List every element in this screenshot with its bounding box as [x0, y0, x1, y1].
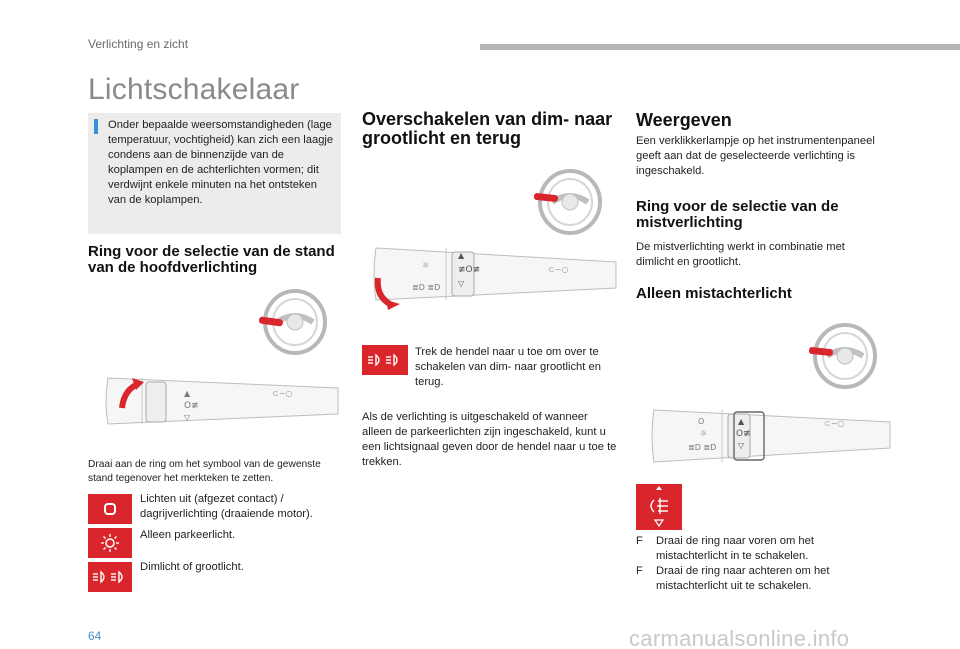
watermark: carmanualsonline.info [629, 626, 850, 649]
bullet-item [636, 534, 866, 564]
item-lights-off: Lichten uit (afgezet contact) / dagrijverlichting (draaiende motor). [140, 493, 313, 520]
info-icon [94, 119, 98, 134]
bullet-symbol: F [636, 535, 643, 547]
svg-text:⊂−○: ⊂−○ [824, 419, 845, 428]
svg-text:☼: ☼ [700, 429, 708, 438]
svg-text:⊂−○: ⊂−○ [272, 389, 293, 398]
steering-wheel-illustration-right [805, 322, 885, 392]
svg-text:▽: ▽ [458, 279, 465, 288]
parking-light-icon [88, 528, 132, 558]
bullet-symbol: F [636, 565, 643, 577]
section-header: Verlichting en zicht [88, 37, 189, 51]
dim-main-instruction: Trek de hendel naar u toe om over te schakelen van dim- naar grootlicht en terug. [415, 346, 601, 388]
dim-main-stalk-illustration [366, 238, 620, 310]
steering-wheel-illustration [255, 288, 335, 358]
svg-text:▽: ▽ [738, 441, 745, 450]
fog-stalk-illustration [648, 400, 894, 472]
svg-text:⊂−○: ⊂−○ [548, 265, 569, 274]
steering-wheel-illustration-mid [530, 168, 610, 238]
ring-caption: Draai aan de ring om het symbool van de gewenste stand tegenover het merkteken te zetten. [88, 459, 321, 484]
dipped-main-beam-icon-mid [362, 345, 408, 375]
heading-display: Weergeven [636, 110, 732, 130]
heading-headlight-ring: Ring voor de selectie van de stand van de hoofdverlichting [88, 243, 335, 276]
svg-text:▲: ▲ [184, 389, 191, 398]
svg-text:O≢: O≢ [736, 429, 751, 439]
header-bar [480, 44, 960, 50]
svg-text:O≢: O≢ [184, 401, 199, 411]
svg-text:≣D ≣D: ≣D ≣D [688, 443, 717, 452]
svg-text:☼: ☼ [422, 261, 430, 270]
page-number: 64 [88, 629, 102, 643]
svg-text:▲: ▲ [738, 417, 745, 426]
bullet-text: Draai de ring naar achteren om het mistachterlicht uit te schakelen. [656, 565, 830, 592]
dipped-main-beam-icon [88, 562, 132, 592]
bullet-text: Draai de ring naar voren om het mistachterlicht in te schakelen. [656, 535, 814, 562]
svg-text:▽: ▽ [184, 413, 191, 422]
bullet-item [636, 564, 866, 594]
svg-text:▲: ▲ [458, 251, 465, 260]
display-paragraph: Een verklikkerlampje op het instrumentenpaneel geeft aan dat de geselecteerde verlichting is ingeschakeld. [636, 135, 875, 177]
svg-text:≢O≢: ≢O≢ [458, 265, 481, 275]
heading-fog-ring: Ring voor de selectie van de mistverlichting [636, 198, 839, 231]
rear-fog-bullets [636, 534, 866, 594]
item-parking-light: Alleen parkeerlicht. [140, 529, 236, 541]
page-title: Lichtschakelaar [88, 73, 300, 106]
lights-off-icon [88, 494, 132, 524]
rear-fog-icon [636, 484, 682, 530]
headlight-flash-paragraph: Als de verlichting is uitgeschakeld of wanneer alleen de parkeerlichten zijn ingeschakeld, kunt u een lichtsignaal geven door de hendel naar u toe te trekken. [362, 411, 617, 468]
fog-paragraph: De mistverlichting werkt in combinatie met dimlicht en grootlicht. [636, 241, 845, 268]
heading-rear-fog: Alleen mistachterlicht [636, 285, 792, 302]
info-note-text: Onder bepaalde weersomstandigheden (lage temperatuur, vochtigheid) kan zich een laagje condens aan de binnenzijde van de koplampen en de achterlichten vormen; dit verdwijnt enkele minuten na het ontsteken van de koplampen. [108, 119, 334, 206]
svg-text:O: O [698, 417, 705, 426]
heading-dim-main-beam: Overschakelen van dim- naar grootlicht en terug [362, 109, 613, 148]
svg-text:≣D ≣D: ≣D ≣D [412, 283, 441, 292]
headlight-stalk-illustration [102, 368, 342, 434]
item-dipped-main-beam: Dimlicht of grootlicht. [140, 561, 244, 573]
